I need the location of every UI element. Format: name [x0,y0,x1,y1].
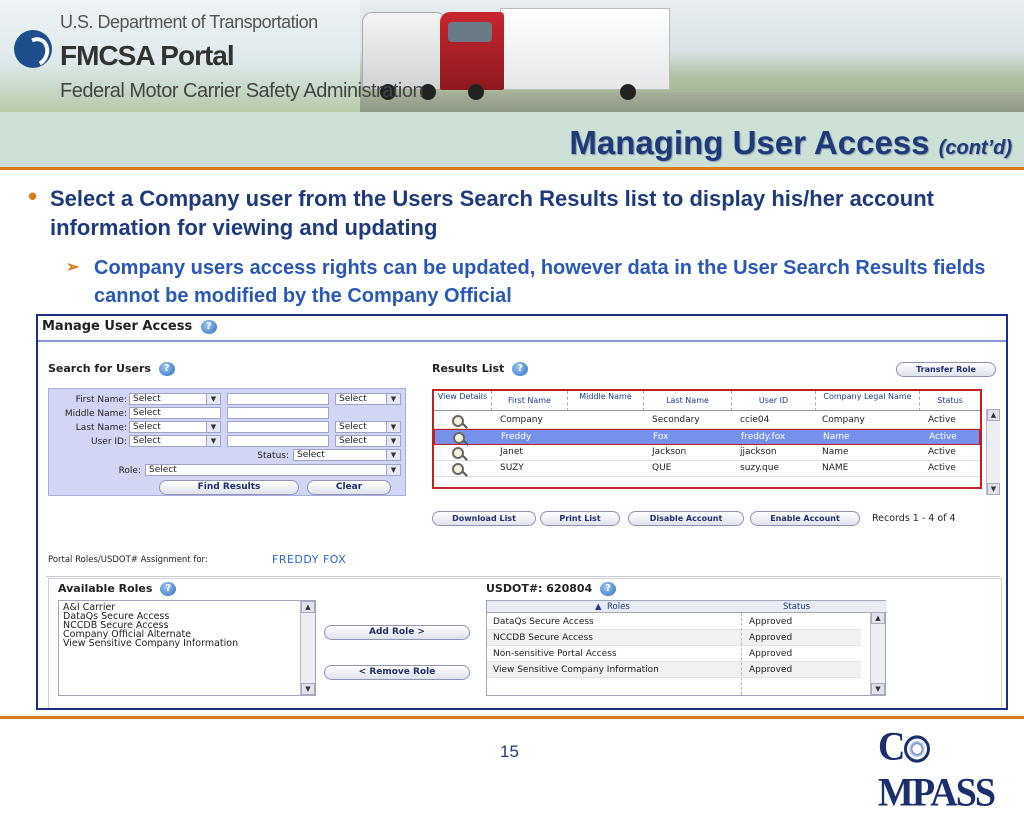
results-table-header [434,391,980,411]
search-section-text: Search for Users [48,362,151,375]
scroll-down-icon[interactable]: ▼ [301,683,315,695]
role-label: Role: [118,466,141,476]
wheel-icon [620,84,636,100]
user-id-match-select[interactable] [335,435,401,447]
cell-status: Active [928,447,956,457]
middle-name-label: Middle Name: [64,409,127,419]
user-id-operator-select[interactable] [129,435,221,447]
cell-user-id: freddy.fox [741,432,786,442]
first-name-input[interactable] [227,393,329,405]
middle-name-input[interactable] [227,407,329,419]
first-name-operator-select[interactable] [129,393,221,405]
last-name-match-select[interactable] [335,421,401,433]
disable-account-button[interactable]: Disable Account [628,511,744,526]
truck-trailer-image [500,8,670,90]
dot-logo-icon [14,30,52,68]
assignment-user-name: FREDDY FOX [272,553,347,566]
header-banner [0,0,1024,112]
cell-first-name: SUZY [500,463,524,473]
cell-user-id: jjackson [740,447,777,457]
section-divider [46,576,1000,577]
cell-status: Approved [749,665,793,675]
scroll-down-icon[interactable]: ▼ [987,483,1000,495]
bus-image [362,12,446,90]
scroll-down-icon[interactable]: ▼ [871,683,885,695]
cell-first-name: Freddy [501,432,532,442]
cell-last-name: Jackson [652,447,687,457]
select-value: Select [149,465,177,475]
slide-title-suffix: (cont’d) [938,137,1012,159]
chevron-down-icon: ▼ [386,450,400,460]
results-scrollbar[interactable] [986,409,1000,495]
usdot-text: USDOT#: 620804 [486,582,593,595]
cell-last-name: Secondary [652,415,700,425]
col-status[interactable]: Status [783,602,811,612]
available-roles-text: Available Roles [58,582,153,595]
cell-role: DataQs Secure Access [493,617,594,627]
chevron-down-icon: ▼ [206,422,220,432]
last-name-label: Last Name: [75,423,127,433]
slide-title [569,124,1012,162]
cell-role: NCCDB Secure Access [493,633,593,643]
usdot-label [486,582,616,596]
list-item[interactable]: DataQs Secure Access [63,611,170,622]
cell-company: Company [822,415,865,425]
chevron-down-icon: ▼ [386,465,400,475]
select-value: Select [339,394,367,404]
last-name-input[interactable] [227,421,329,433]
role-select[interactable] [145,464,401,476]
cell-status: Active [928,463,956,473]
assignment-label: Portal Roles/USDOT# Assignment for: [48,555,208,565]
banner-department: U.S. Department of Transportation [60,12,318,32]
print-list-button[interactable]: Print List [540,511,620,526]
help-icon[interactable]: ? [512,362,528,376]
cell-role: Non-sensitive Portal Access [493,649,617,659]
banner-agency: Federal Motor Carrier Safety Administration [60,80,424,102]
cell-user-id: ccie04 [740,415,770,425]
find-results-button[interactable]: Find Results [159,480,299,495]
bullet-dot-icon: • [28,181,38,211]
cell-first-name: Company [500,415,543,425]
records-count: Records 1 - 4 of 4 [872,513,956,524]
help-icon[interactable]: ? [159,362,175,376]
cell-last-name: QUE [652,463,672,473]
col-last-name[interactable]: Last Name [644,391,732,411]
transfer-role-button[interactable]: Transfer Role [896,362,996,377]
chevron-down-icon: ▼ [386,422,400,432]
bullet-primary-text: Select a Company user from the Users Search Results list to display his/her account information for viewing and updating [50,186,934,240]
scroll-up-icon[interactable]: ▲ [987,409,1000,421]
download-list-button[interactable]: Download List [432,511,536,526]
col-roles[interactable]: Roles [607,602,630,612]
cell-company: Name [822,447,849,457]
compass-logo: CMPASS [878,724,994,816]
scroll-up-icon[interactable]: ▲ [301,601,315,613]
select-value: Select [339,436,367,446]
view-details-icon[interactable] [452,415,464,427]
scroll-up-icon[interactable]: ▲ [871,612,885,624]
user-id-label: User ID: [91,437,127,447]
footer-divider [0,716,1024,719]
chevron-down-icon: ▼ [206,436,220,446]
cell-role: View Sensitive Company Information [493,665,659,675]
view-details-icon[interactable] [453,432,465,444]
results-table [432,389,982,489]
select-value: Select [339,422,367,432]
table-row[interactable] [487,630,861,646]
list-item[interactable]: Company Official Alternate [63,629,192,640]
col-middle-name[interactable]: Middle Name [568,391,644,411]
list-item[interactable]: View Sensitive Company Information [63,638,239,649]
table-row-selected[interactable] [434,429,980,445]
cell-status: Active [929,432,957,442]
cell-first-name: Janet [500,447,523,457]
select-value: Select [133,394,161,404]
column-divider [741,613,742,695]
help-icon[interactable]: ? [600,582,616,596]
app-title [42,319,217,334]
app-title-text: Manage User Access [42,319,193,334]
view-details-icon[interactable] [452,463,464,475]
arrow-bullet-icon: ➢ [66,259,80,276]
col-user-id[interactable]: User ID [732,391,816,411]
col-view-details[interactable]: View Details [434,391,492,411]
roles-scrollbar[interactable] [300,601,315,695]
table-row[interactable] [487,614,861,630]
cell-status: Active [928,415,956,425]
add-role-button[interactable]: Add Role > [324,625,470,640]
cell-company: Name [823,432,850,442]
status-label: Status: [257,451,289,461]
table-row[interactable] [434,445,980,461]
assigned-roles-table [486,600,886,696]
table-row[interactable] [434,461,980,477]
enable-account-button[interactable]: Enable Account [750,511,860,526]
table-row[interactable] [434,413,980,429]
title-divider [38,340,1006,342]
table-row[interactable] [487,662,861,678]
col-company-legal-name[interactable]: Company Legal Name [816,391,920,411]
available-roles-list[interactable] [58,600,316,696]
help-icon[interactable]: ? [201,320,217,334]
results-section-label [432,362,528,376]
first-name-match-select[interactable] [335,393,401,405]
search-section-label [48,362,175,376]
chevron-down-icon: ▼ [386,436,400,446]
table-row[interactable] [487,646,861,662]
chevron-down-icon: ▼ [206,394,220,404]
help-icon[interactable]: ? [160,582,176,596]
view-details-icon[interactable] [452,447,464,459]
slide-title-bar [0,112,1024,170]
assigned-roles-header [487,601,887,613]
col-first-name[interactable]: First Name [492,391,568,411]
manage-user-access-window [36,314,1008,710]
chevron-down-icon: ▼ [386,394,400,404]
cell-status: Approved [749,633,793,643]
select-value: Select [297,450,325,460]
slide-title-text: Managing User Access [569,124,930,161]
search-form [48,388,406,496]
cell-status: Approved [749,617,793,627]
middle-name-operator-select[interactable] [129,407,221,419]
page-number: 15 [500,742,519,761]
cell-last-name: Fox [653,432,669,442]
select-value: Select [133,408,161,418]
results-section-text: Results List [432,362,505,375]
list-item[interactable]: A&I Carrier [63,602,116,613]
clear-button[interactable]: Clear [307,480,391,495]
bullet-primary [18,181,1008,242]
last-name-operator-select[interactable] [129,421,221,433]
wheel-icon [468,84,484,100]
list-item[interactable]: NCCDB Secure Access [63,620,169,631]
bullet-secondary-text: Company users access rights can be updated, however data in the User Search Results fields cannot be modified by the Company Official [94,257,986,307]
sort-up-icon[interactable]: ▲ [595,602,602,612]
col-status[interactable]: Status [937,396,963,405]
truck-cab-image [440,12,504,90]
status-select[interactable] [293,449,401,461]
available-roles-label [58,582,176,596]
compass-rose-icon [904,735,930,762]
cell-status: Approved [749,649,793,659]
remove-role-button[interactable]: < Remove Role [324,665,470,680]
first-name-label: First Name: [75,395,127,405]
banner-road [360,92,1024,112]
select-value: Select [133,436,161,446]
user-id-input[interactable] [227,435,329,447]
cell-company: NAME [822,463,849,473]
bullet-secondary [66,254,1006,310]
banner-portal-name: FMCSA Portal [60,40,234,71]
select-value: Select [133,422,161,432]
cell-user-id: suzy.que [740,463,779,473]
assigned-roles-scrollbar[interactable] [870,612,885,695]
